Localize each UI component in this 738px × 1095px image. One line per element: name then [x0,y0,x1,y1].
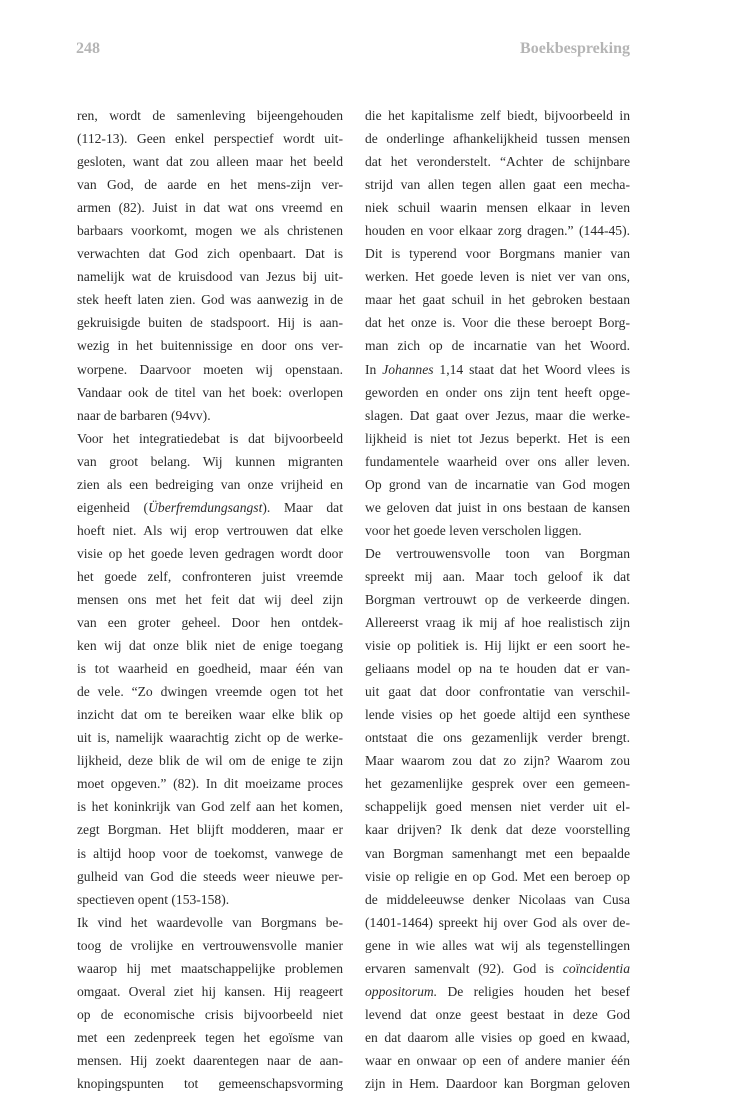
text-line: slagen. Dat gaat over Jezus, maar die werke- [365,407,630,423]
text-line: werken. Het goede leven is niet ver van ons, [365,269,630,285]
text-line: knopingspunten tot gemeenschapsvorming [77,1075,343,1091]
text-line: die het kapitalisme zelf biedt, bijvoorbeeld in [365,108,630,123]
text-line: op de economische crisis bijvoorbeeld niet [77,1006,343,1022]
text-line: geliaans model op na te houden dat er van- [365,661,630,677]
text-line: Maar waarom zou dat zo zijn? Waarom zou [365,753,630,769]
italic-text: oppositorum. [365,983,438,999]
text-line: zijn in Hem. Daardoor kan Borgman geloven [365,1075,630,1091]
text-line: van een groter geheel. Door hen ontdek- [77,615,343,631]
text-line: maar het gaat schuil in het gebroken bestaan [365,292,630,308]
text-line: armen (82). Juist in dat wat ons vreemd en [77,200,343,216]
text-line: visie op religie en op God. Met een beroep op [365,868,630,884]
text-line: omgaat. Overal ziet hij kansen. Hij reageert [77,983,343,999]
text-line: Op grond van de incarnatie van God mogen [365,476,630,492]
text-line: van Borgman samenhangt met een bepaalde [365,845,630,861]
text-line: spectieven opent (153-158). [77,891,230,907]
text-line: lijkheid, deze blik de wil om de enige te zijn [77,753,343,769]
text-line: Ik vind het waardevolle van Borgmans be- [77,914,343,930]
text-line: mensen. Hij zoekt daarentegen naar de aan- [77,1052,343,1068]
text-line: lende visies op het goede altijd een synthese [365,707,630,723]
text-line: dat het veronderstelt. “Achter de schijnbare [365,154,630,170]
text-line [365,980,630,1003]
text-line: voor het goede leven verscholen liggen. [365,522,582,538]
text-line: verwachten dat God zich openbaart. Dat is [77,246,343,262]
text-segment: ervaren samenvalt (92). God is [365,960,563,976]
text-segment: In [365,361,383,377]
text-line: stek heeft laten zien. God was aanwezig in de [77,292,343,308]
text-line: strijd van allen tegen allen gaat een mecha- [365,177,630,193]
text-line: van God, de aarde en het mens-zijn ver- [77,177,343,193]
text-line: man zich op de incarnatie van het Woord. [365,338,630,354]
text-line: De vertrouwensvolle toon van Borgman [365,545,630,561]
text-line: ren, wordt de samenleving bijeengehouden [77,108,343,123]
text-line: Voor het integratiedebat is dat bijvoorbeeld [77,430,343,446]
text-line: de middeleeuwse denker Nicolaas van Cusa [365,891,630,907]
text-line: Dit is typerend voor Borgmans manier van [365,246,630,262]
text-line: zegt Borgman. Het blijft modderen, maar er [77,822,343,838]
text-line: moet opgeven.” (82). In dit moeizame proces [77,776,343,792]
text-segment: De religies houden het besef [437,983,630,999]
text-line: gekruisigde buiten de stadspoort. Hij is aan- [77,315,343,331]
text-line: schappelijk goed mensen niet verder uit el- [365,799,630,815]
text-column-left [77,104,343,1095]
text-line: spreekt mij aan. Maar toch geloof ik dat [365,568,630,584]
text-line: houden en voor elkaar zorg dragen.” (144-45). [365,223,630,239]
text-line: wezig in het buitennissige en door ons ver- [77,338,343,354]
text-line: Allereerst vraag ik mij af hoe realistisch zijn [365,615,630,631]
text-line: inzicht dat om te bereiken waar elke blik op [77,707,343,723]
page-number: 248 [76,40,100,57]
italic-text: coïncidentia [562,960,630,976]
text-line: we geloven dat juist in ons bestaan de kansen [365,499,630,515]
text-line: gulheid van God die steeds weer nieuwe per- [77,868,343,884]
text-line: (1401-1464) spreekt hij over God als over de- [365,914,630,930]
text-line [77,496,343,519]
text-column-right [365,104,630,1095]
text-line: ken wij dat onze blik niet de enige toegang [77,638,343,654]
text-line: met een zedenpreek tegen het egoïsme van [77,1029,343,1045]
text-segment: 1,14 staat dat het Woord vlees is [433,361,630,377]
text-line: het gezamenlijke gesprek over een gemeen- [365,776,630,792]
text-line: naar de barbaren (94vv). [77,407,211,423]
text-line: hoeft niet. Als wij erop vertrouwen dat elke [77,522,343,538]
text-line: uit is, namelijk waarachtig zicht op de werke- [77,730,343,746]
text-line: visie op politiek is. Hij lijkt er een soort he- [365,638,630,654]
text-line: Borgman vertrouwt op de verkeerde dingen. [365,591,630,607]
text-line: de onderlinge afhankelijkheid tussen mensen [365,131,630,147]
text-line: en dat daarom alle visies op goed en kwaad, [365,1029,630,1045]
text-line: gesloten, want dat zou alleen maar het beeld [77,154,343,170]
text-segment: ). Maar dat [262,499,343,515]
text-line: het goede zelf, confronteren juist vreemde [77,568,343,584]
text-line: lijkheid is niet tot Jezus beperkt. Het is een [365,430,630,446]
text-line: namelijk wat de kruisdood van Jezus bij uit- [77,269,343,285]
text-line: barbaars voorkomt, mogen we als christenen [77,223,343,239]
text-line: is altijd hoop voor de toekomst, vanwege de [77,845,343,861]
text-line: ontstaat die ons gezamenlijk verder brengt. [365,730,630,746]
running-header-title: Boekbespreking [520,40,630,57]
text-line: dat het onze is. Voor die these beroept Borg- [365,315,630,331]
text-line: niek schuil waarin mensen elkaar in leven [365,200,630,216]
text-line: zien als een bedreiging van onze vrijheid en [77,476,343,492]
text-line: de vele. “Zo dwingen vreemde ogen tot het [77,684,343,700]
text-line [365,957,630,980]
text-line: is het koninkrijk van God zelf aan het komen, [77,799,343,815]
text-line: (112-13). Geen enkel perspectief wordt uit- [77,131,343,147]
text-segment: eigenheid ( [77,499,149,515]
text-line: is tot waarheid en goedheid, maar één van [77,661,343,677]
text-line: fundamentele waarheid over ons aller leven. [365,453,630,469]
text-line: waarop hij met maatschappelijke problemen [77,960,343,976]
text-line: visie op het goede leven gedragen wordt door [77,545,343,561]
text-line: van groot belang. Wij kunnen migranten [77,453,343,469]
italic-text: Johannes [382,361,434,377]
text-line: mensen ons met het feit dat wij deel zijn [77,591,343,607]
text-line: waar en onwaar op een of andere manier één [365,1052,630,1068]
text-line: uit gaat dat door confrontatie van verschil- [365,684,630,700]
text-line: toog de vrolijke en vertrouwensvolle manier [77,937,343,953]
text-line [365,358,630,381]
text-line: geworden en onder ons zijn tent heeft opge- [365,384,630,400]
text-line: levend dat onze geest bestaat in deze God [365,1006,630,1022]
text-line: worpene. Daarvoor moeten wij openstaan. [77,361,343,377]
italic-text: Überfremdungsangst [148,499,263,515]
text-line: kaar drijven? Ik denk dat deze voorstelling [365,822,630,838]
text-line: Vandaar ook de titel van het boek: overlopen [77,384,343,400]
text-line: gene in wie alles wat wij als tegenstellingen [365,937,630,953]
